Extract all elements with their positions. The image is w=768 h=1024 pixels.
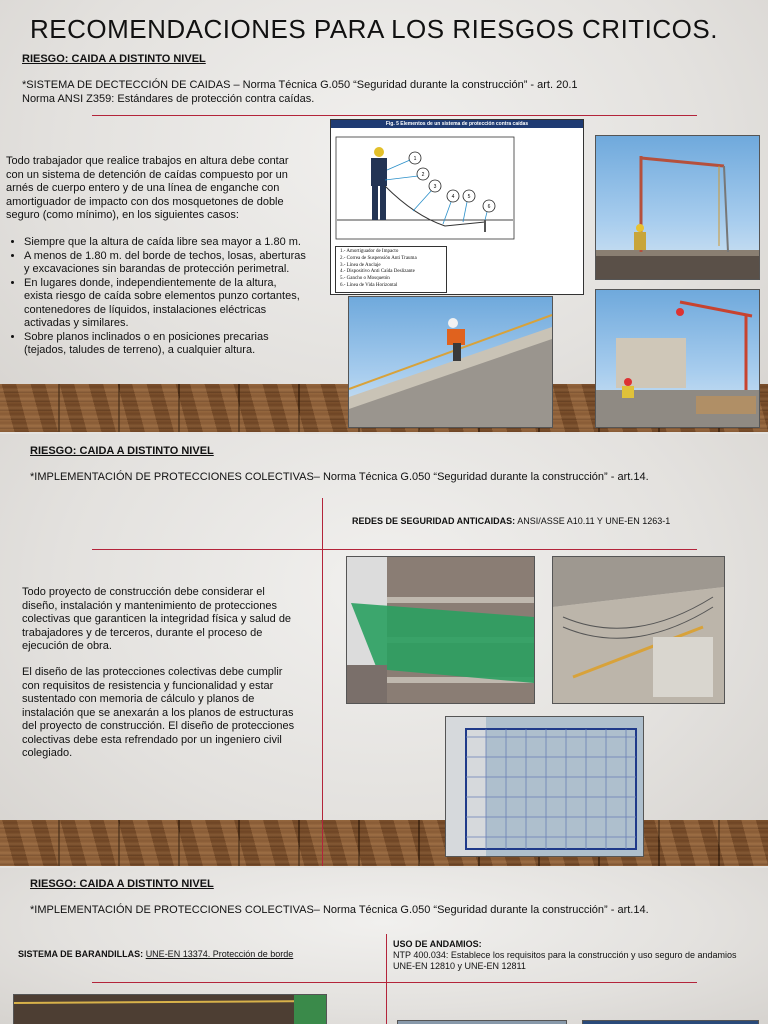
norm-line: *IMPLEMENTACIÓN DE PROTECCIONES COLECTIVAS– Norma Técnica G.050 “Seguridad durante la construcción” - art.14. — [30, 904, 649, 916]
callout-label: 6 — [487, 204, 491, 210]
scaffold-label: USO DE ANDAMIOS: — [393, 939, 482, 949]
nets-standard-line — [352, 516, 670, 526]
nets-standard: ANSI/ASSE A10.11 Y UNE-EN 1263-1 — [515, 516, 671, 526]
legend-item: 1.- Amortiguador de Impacto — [340, 249, 399, 254]
callout-label: 4 — [451, 194, 455, 200]
wood-floor — [0, 820, 768, 866]
legend-item: 3.- Línea de Anclaje — [340, 262, 381, 268]
photo-scaffold-1 — [397, 1020, 567, 1024]
railing-label: SISTEMA DE BARANDILLAS: — [18, 949, 144, 959]
photo-worker-beam — [348, 296, 553, 428]
photo-scaffold-2 — [582, 1020, 759, 1024]
scaffold-line-1: NTP 400.034: Establece los requisitos para la construcción y uso seguro de andamios — [393, 950, 737, 960]
list-item: • A menos de 1.80 m. del borde de techos, losas, aberturas y excavaciones sin barandas de protección perimetral. — [24, 250, 306, 277]
norm-line-2: Norma ANSI Z359: Estándares de protección contra caídas. — [22, 93, 315, 105]
legend-item: 2.- Correa de Suspensión Anti Trauma — [340, 255, 417, 261]
photo-green-net-building — [346, 556, 535, 704]
photo-railing-site — [13, 994, 327, 1024]
scaffold-block — [393, 939, 765, 972]
risk-heading: RIESGO: CAIDA A DISTINTO NIVEL — [30, 445, 214, 457]
photo-blue-net-enclosure — [445, 716, 644, 857]
collective-paragraph-1: Todo proyecto de construcción debe considerar el diseño, instalación y mantenimiento de protecciones colectivas que garanticen la integridad física y salud de trabajadores y de terceros, durante el proceso de ejecución de obra. — [22, 586, 292, 652]
norm-line-1: *SISTEMA DE DECTECCIÓN DE CAIDAS – Norma Técnica G.050 “Seguridad durante la construcción” - art. 20.1 — [22, 79, 578, 91]
page-title: RECOMENDACIONES PARA LOS RIESGOS CRITICOS. — [30, 14, 718, 44]
slide-collective-protection — [0, 434, 768, 866]
norm-line: *IMPLEMENTACIÓN DE PROTECCIONES COLECTIVAS– Norma Técnica G.050 “Seguridad durante la construcción” - art.14. — [30, 471, 649, 483]
legend-item: 6.- Línea de Vida Horizontal — [340, 282, 398, 288]
callout-label: 5 — [467, 194, 471, 200]
legend-item: 4.- Dispositivo Anti Caída Deslizante — [340, 269, 415, 275]
list-item: • Sobre planos inclinados o en posiciones precarias (tejados, taludes de terreno), a cualquier altura. — [24, 331, 306, 358]
callout-label: 1 — [413, 156, 417, 162]
list-item: • En lugares donde, independientemente de la altura, exista riesgo de caída sobre elementos punzo cortantes, contenedores de líquidos, instalaciones eléctricas activadas y similares. — [24, 277, 306, 331]
divider-red — [92, 982, 697, 983]
slide-railings-scaffolds — [0, 868, 768, 1024]
figure-caption: Fig. 5 Elementos de un sistema de protección contra caídas — [331, 120, 583, 128]
legend-item: 5.- Gancho o Mosquetón — [340, 276, 390, 282]
fall-arrest-paragraph: Todo trabajador que realice trabajos en altura debe contar con un sistema de detención de caídas compuesto por un arnés de cuerpo entero y de una línea de enganche con amortiguador de impacto con dos mosquetones de doble seguro (como mínimo), en los siguientes casos: — [6, 155, 289, 221]
harness-diagram — [335, 136, 515, 240]
photo-davit-rooftop — [595, 289, 760, 428]
callout-label: 3 — [433, 184, 437, 190]
scaffold-line-2: UNE-EN 12810 y UNE-EN 12811 — [393, 961, 526, 971]
divider-vertical — [386, 934, 387, 1024]
photo-net-under-slab — [552, 556, 725, 704]
photo-anchor-post — [595, 135, 760, 280]
figure-legend — [335, 246, 447, 293]
railing-standard: UNE-EN 13374. Protección de borde — [145, 949, 294, 959]
nets-label: REDES DE SEGURIDAD ANTICAIDAS: — [352, 516, 516, 526]
fall-protection-figure — [330, 119, 584, 295]
slide-fall-detection — [0, 0, 768, 432]
risk-heading: RIESGO: CAIDA A DISTINTO NIVEL — [30, 878, 214, 890]
risk-heading: RIESGO: CAIDA A DISTINTO NIVEL — [22, 53, 206, 65]
railing-standard-line — [18, 949, 293, 959]
cases-list — [6, 236, 306, 358]
callout-label: 2 — [421, 172, 425, 178]
divider-vertical — [322, 498, 323, 866]
list-item: • Siempre que la altura de caída libre sea mayor a 1.80 m. — [24, 236, 306, 250]
divider-red — [92, 115, 697, 116]
divider-red — [92, 549, 697, 550]
collective-paragraph-2: El diseño de las protecciones colectivas debe cumplir con requisitos de resistencia y funcionalidad y estar sustentado con memoria de cálculo y planos de instalación que se anexarán a los planos de estructuras del proyecto de construcción. El diseño de protecciones colectivas debe esta refrendado por un ingeniero civil colegiado. — [22, 666, 295, 759]
